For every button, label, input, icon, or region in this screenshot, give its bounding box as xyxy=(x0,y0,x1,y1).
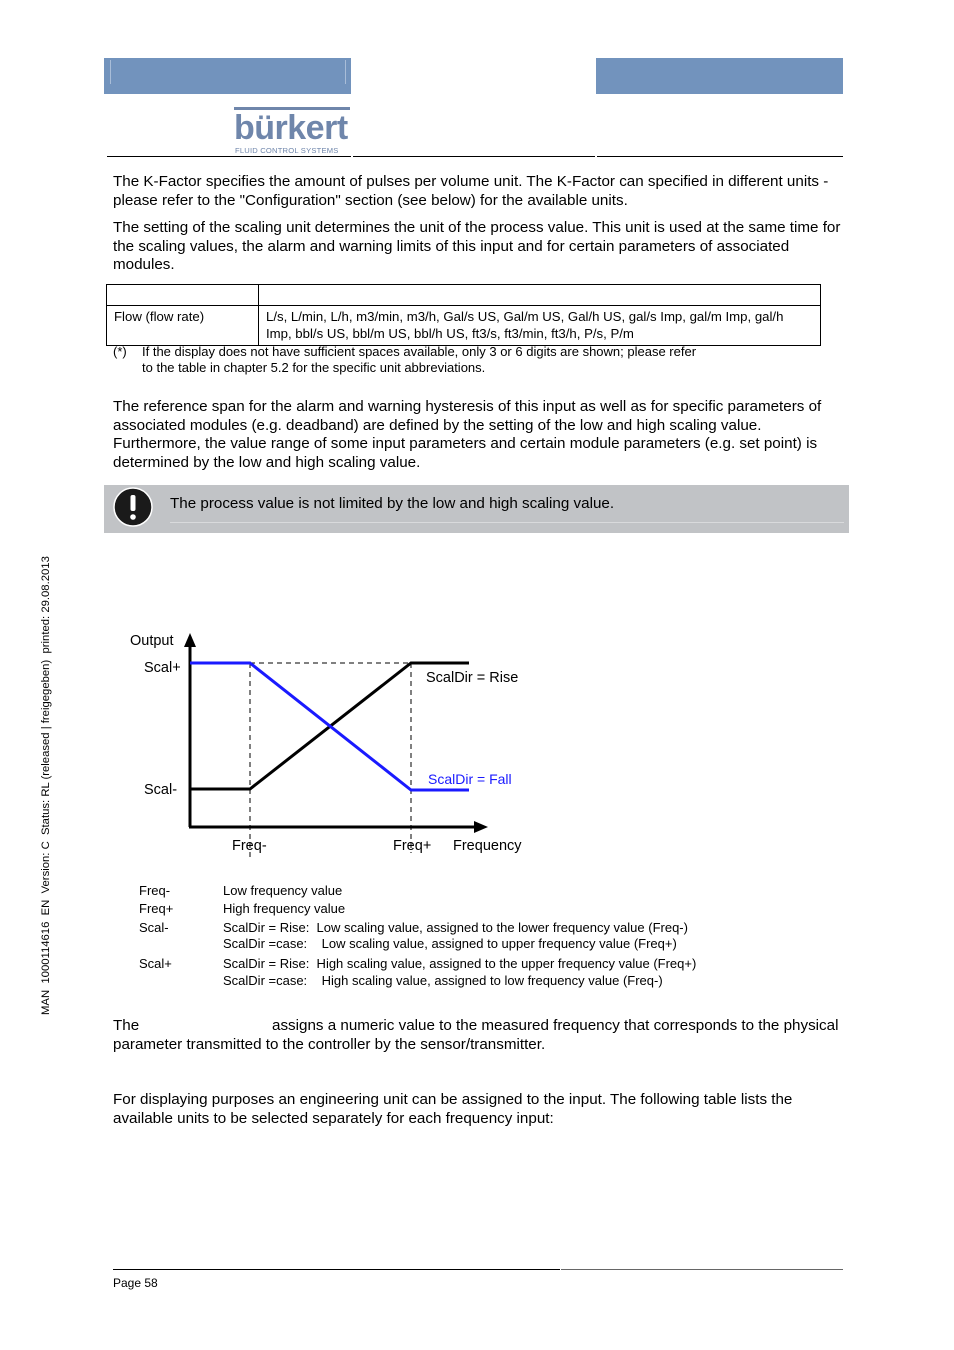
legend-desc: ScalDir =case: Low scaling value, assigned to upper frequency value (Freq+) xyxy=(223,936,677,951)
note-box xyxy=(104,485,849,533)
table-row xyxy=(107,306,821,346)
exclamation-icon xyxy=(112,486,154,528)
x-axis-label: Frequency xyxy=(453,838,522,854)
page-number: Page 58 xyxy=(113,1276,158,1290)
rise-label: ScalDir = Rise xyxy=(426,670,519,686)
legend-term: Scal- xyxy=(139,920,169,935)
scaling-diagram xyxy=(120,625,540,860)
legend-desc: High frequency value xyxy=(223,901,346,916)
display-units-paragraph: For displaying purposes an engineering unit can be assigned to the input. The following table lists the available units to be selected separately for each frequency input: xyxy=(113,1091,793,1127)
logo-wordmark: bürkert xyxy=(234,109,348,147)
footer-rule-left xyxy=(113,1269,560,1270)
footnote-line-2: to the table in chapter 5.2 for the specific unit abbreviations. xyxy=(142,360,486,375)
x-axis-arrow xyxy=(474,821,488,833)
y-axis-label: Output xyxy=(130,633,174,649)
header-rule-left xyxy=(107,156,351,157)
units-table-header-cell xyxy=(107,285,259,306)
freq-minus-label: Freq- xyxy=(232,838,267,854)
unit-type-cell: Flow (flow rate) xyxy=(107,306,259,346)
reference-span-paragraph: The reference span for the alarm and warning hysteresis of this input as well as for specific parameters of associated modules (e.g. deadband) are defined by the setting of the low and high scaling value. Furthermore, the value range of some input parameters and certain module parameters (e.g. set point) is determined by the low and high scaling value. xyxy=(113,398,822,471)
header-bar-left-highlight xyxy=(110,60,346,84)
assigns-paragraph-prefix: The xyxy=(113,1017,140,1034)
document-status-note: MAN 1000114616 EN Version: C Status: RL (released | freigegeben) printed: 29.08.2013 xyxy=(40,556,52,1015)
legend-desc: ScalDir =case: High scaling value, assigned to low frequency value (Freq-) xyxy=(223,973,663,988)
scal-plus-label: Scal+ xyxy=(144,660,181,676)
fall-label: ScalDir = Fall xyxy=(428,771,512,787)
note-text: The process value is not limited by the low and high scaling value. xyxy=(170,495,615,512)
legend-desc: ScalDir = Rise: Low scaling value, assigned to the lower frequency value (Freq-) xyxy=(223,920,688,935)
units-table-header-row xyxy=(107,285,821,306)
y-axis-arrow xyxy=(184,633,196,647)
legend-desc: Low frequency value xyxy=(223,883,343,898)
header-bar-right xyxy=(596,58,843,94)
footer-rule-right xyxy=(561,1269,843,1270)
scal-minus-label: Scal- xyxy=(144,782,178,798)
note-divider xyxy=(170,522,844,523)
legend-desc: ScalDir = Rise: High scaling value, assigned to the upper frequency value (Freq+) xyxy=(223,956,697,971)
footnote-line-1: If the display does not have sufficient spaces available, only 3 or 6 digits are shown; please refer xyxy=(142,344,697,359)
scaling-unit-paragraph: The setting of the scaling unit determines the unit of the process value. This unit is used at the same time for the scaling values, the alarm and warning limits of this input and for certain parameters of associated modules. xyxy=(113,219,841,274)
header-rule-right xyxy=(597,156,843,157)
legend-term: Freq- xyxy=(139,883,171,898)
legend-term: Freq+ xyxy=(139,901,174,916)
footnote-mark: (*) xyxy=(113,344,127,359)
assigns-paragraph: assigns a numeric value to the measured frequency that corresponds to the physical parameter transmitted to the controller by the sensor/transmitter. xyxy=(113,1017,839,1053)
legend-term: Scal+ xyxy=(139,956,172,971)
units-table-header-cell xyxy=(259,285,821,306)
brand-logo xyxy=(234,104,352,156)
header-rule-mid xyxy=(353,156,595,157)
freq-plus-label: Freq+ xyxy=(393,838,432,854)
units-table xyxy=(106,284,821,346)
logo-tagline: FLUID CONTROL SYSTEMS xyxy=(235,146,339,155)
kfactor-paragraph: The K-Factor specifies the amount of pulses per volume unit. The K-Factor can specified in different units - please refer to the "Configuration" section (see below) for the available units. xyxy=(113,173,829,209)
unit-list-cell: L/s, L/min, L/h, m3/min, m3/h, Gal/s US, Gal/m US, Gal/h US, gal/s Imp, gal/m Imp, gal/h Imp, bbl/s US, bbl/m US, bbl/h US, ft3/s, ft3/min, ft3/h, P/s, P/m xyxy=(259,306,821,346)
